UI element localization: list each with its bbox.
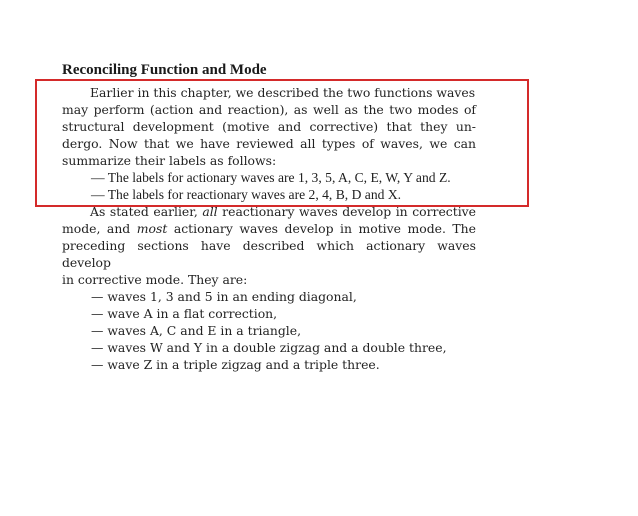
list-item: — wave Z in a triple zigzag and a triple three. [91, 357, 380, 372]
text-run: mode, and [62, 221, 137, 236]
paragraph-line: dergo. Now that we have reviewed all types of waves, we can [62, 136, 476, 151]
list-item: — wave A in a flat correction, [91, 306, 278, 321]
paragraph-line [62, 220, 476, 237]
list-item: — waves W and Y in a double zigzag and a double three, [91, 340, 447, 355]
paragraph-line [62, 203, 476, 220]
wave-label-list [62, 169, 476, 203]
paragraph-line: preceding sections have described which actionary waves develop [62, 238, 476, 270]
text-run: reactionary waves develop in corrective [217, 204, 476, 219]
mode-paragraph [62, 203, 476, 288]
document-page [62, 60, 476, 373]
text-run: As stated earlier, [90, 204, 203, 219]
emphasis-all: all [202, 204, 218, 219]
list-item: — waves A, C and E in a triangle, [91, 323, 302, 338]
actionary-labels-item: — The labels for actionary waves are 1, 3, 5, A, C, E, W, Y and Z. [91, 170, 451, 185]
section-heading: Reconciling Function and Mode [62, 62, 267, 78]
text-run: actionary waves develop in motive mode. The [167, 221, 476, 236]
paragraph-line: summarize their labels as follows: [62, 153, 277, 168]
paragraph-line: Earlier in this chapter, we described the two functions waves [90, 85, 476, 100]
paragraph-line: in corrective mode. They are: [62, 272, 248, 287]
paragraph-line: may perform (action and reaction), as well as the two modes of [62, 102, 476, 117]
list-item: — waves 1, 3 and 5 in an ending diagonal, [91, 289, 357, 304]
emphasis-most: most [136, 221, 168, 236]
paragraph-line: structural development (motive and corrective) that they un- [62, 119, 476, 134]
corrective-mode-list [62, 288, 476, 373]
intro-paragraph [62, 84, 476, 169]
reactionary-labels-item: — The labels for reactionary waves are 2, 4, B, D and X. [91, 187, 402, 202]
